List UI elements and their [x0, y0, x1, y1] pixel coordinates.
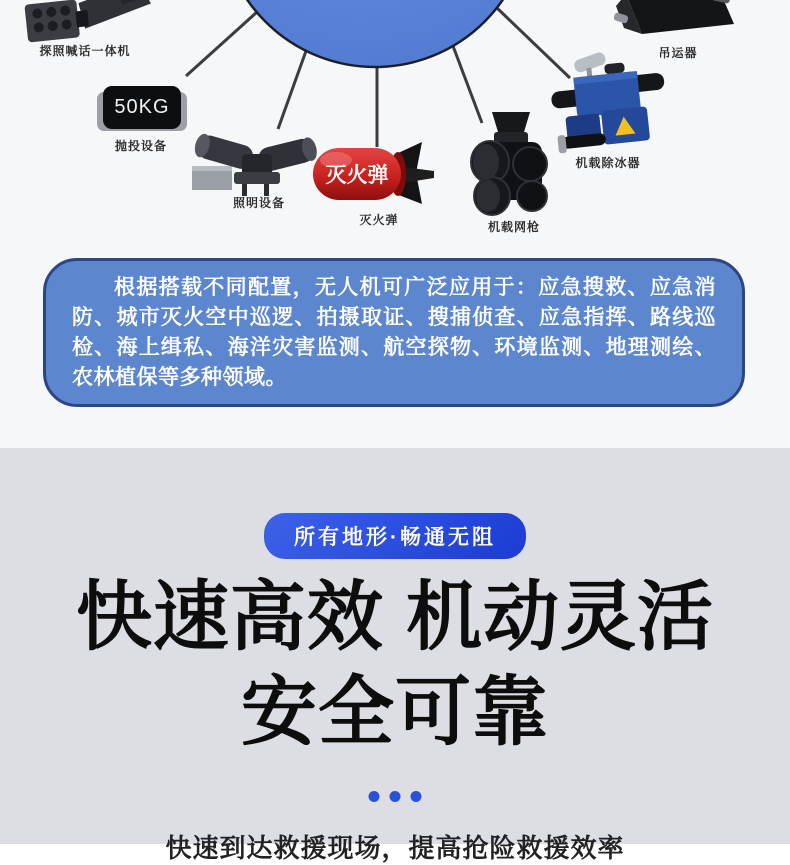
dot-icon [369, 791, 380, 802]
fire-bomb-image [310, 144, 438, 208]
dot-icon [411, 791, 422, 802]
application-description-text: 根据搭载不同配置，无人机可广泛应用于：应急搜救、应急消防、城市灭火空中巡逻、拍摄取证、搜捕侦查、应急指挥、路线巡检、海上缉私、海洋灾害监测、航空探物、环境监测、地理测绘、农林植保等多种领域。 [72, 275, 716, 389]
terrain-badge: 所有地形·畅通无阻 [264, 513, 526, 559]
product-deicer [550, 52, 670, 170]
product-lighting [190, 128, 325, 210]
net-gun-image [460, 112, 564, 216]
application-description-box [43, 258, 745, 407]
product-label: 灭火弹 [359, 213, 399, 227]
drone-hub-circle [220, 0, 530, 67]
product-searchlight-speaker [20, 0, 170, 58]
product-net-gun [460, 112, 564, 234]
lighting-image [190, 128, 325, 200]
thrower-weight-badge: 50KG [114, 96, 170, 118]
product-label: 机载除冰器 [575, 156, 641, 170]
fire-bomb-body-text: 灭火弹 [325, 164, 389, 187]
product-label: 机载网枪 [487, 220, 541, 234]
feature-subtext: 快速到达救援现场，提高抢险救援效率 [165, 833, 625, 863]
feature-headline [0, 570, 790, 760]
product-crane [612, 0, 737, 60]
crane-image [612, 0, 737, 42]
product-label: 照明设备 [232, 196, 286, 210]
headline-line1: 快速高效 机动灵活 [75, 575, 715, 660]
product-label: 吊运器 [658, 46, 698, 60]
product-label: 探照喊话一体机 [39, 44, 131, 58]
dot-icon [390, 791, 401, 802]
feature-section [0, 448, 790, 863]
product-label: 抛投设备 [114, 139, 168, 153]
divider-dots [369, 791, 422, 802]
deicer-image [550, 52, 670, 156]
headline-line2: 安全可靠 [241, 670, 549, 755]
thrower-image [103, 86, 181, 129]
product-fire-bomb [310, 144, 438, 227]
searchlight-speaker-image [20, 0, 170, 42]
